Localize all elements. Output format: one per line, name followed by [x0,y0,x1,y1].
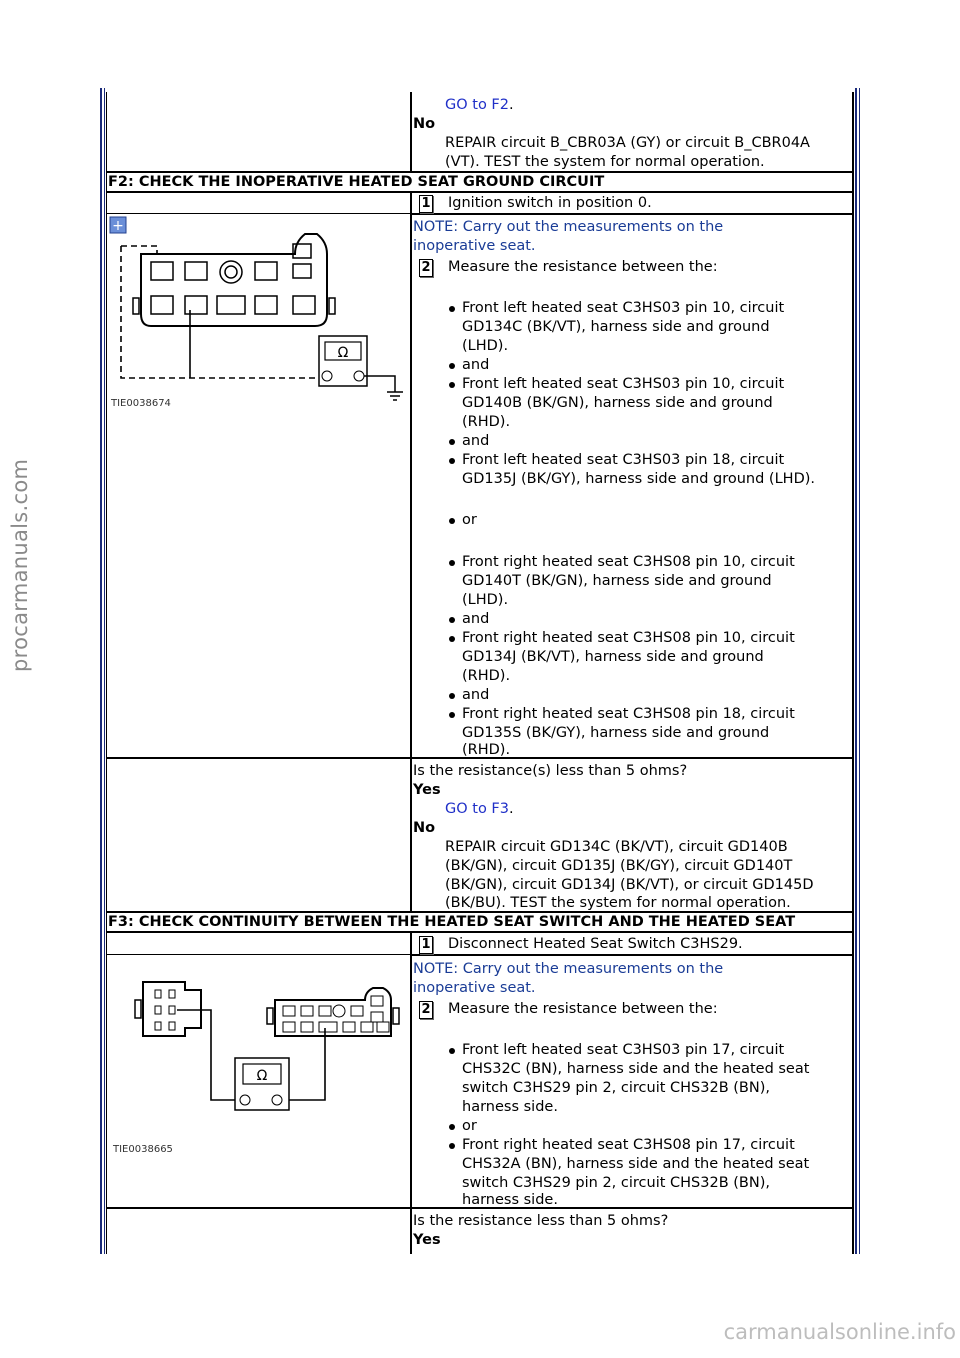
goto-f3-link[interactable]: GO to F3. [445,801,514,817]
yes-label: Yes [413,782,441,798]
bullet-dot [449,1124,455,1130]
bullet-line: (LHD). [462,338,509,354]
step-number-badge: 2 [419,259,433,277]
bullet-line: GD140T (BK/GN), harness side and ground [462,573,772,589]
repair-line: (BK/BU). TEST the system for normal operation. [445,895,791,911]
bullet-line: harness side. [462,1099,558,1115]
bullet-line: harness side. [462,1192,558,1208]
goto-f2-link[interactable]: GO to F2. [445,97,514,113]
bullet-dot [449,382,455,388]
bullet-line: or [462,1118,477,1134]
column-divider [410,92,412,172]
bullet-line: Front left heated seat C3HS03 pin 10, circuit [462,300,785,316]
question-text: Is the resistance(s) less than 5 ohms? [413,763,688,779]
bullet-line: Front left heated seat C3HS03 pin 10, circuit [462,376,785,392]
bullet-dot [449,693,455,699]
step-number-badge: 2 [419,1001,433,1019]
bullet-line: and [462,611,490,627]
bullet-line: Front left heated seat C3HS03 pin 18, circuit [462,452,785,468]
row-rule [410,213,854,215]
yes-label: Yes [413,1232,441,1248]
bullet-dot [449,1143,455,1149]
bullet-dot [449,560,455,566]
bullet-line: (RHD). [462,742,511,758]
seat-switch-continuity-diagram [107,956,409,1156]
repair-line: (BK/GN), circuit GD135J (BK/GY), circuit GD140T [445,858,793,874]
step-text: Measure the resistance between the: [448,1001,718,1017]
bullet-line: GD140B (BK/GN), harness side and ground [462,395,773,411]
step-text: Ignition switch in position 0. [448,195,652,211]
column-divider [410,932,412,1254]
table-right-border [852,92,854,1254]
repair-line: (VT). TEST the system for normal operation. [445,154,765,170]
bullet-line: Front left heated seat C3HS03 pin 17, circuit [462,1042,785,1058]
figure-label: TIE0038665 [113,1144,173,1155]
bullet-line: GD134C (BK/VT), harness side and ground [462,319,770,335]
note-text: inoperative seat. [413,980,536,996]
repair-line: REPAIR circuit GD134C (BK/VT), circuit GD140B [445,839,788,855]
bullet-line: Front right heated seat C3HS08 pin 10, circuit [462,554,795,570]
bullet-dot [449,458,455,464]
bullet-line: or [462,512,477,528]
bullet-line: CHS32A (BN), harness side and the heated seat [462,1156,810,1172]
step-number-badge: 1 [419,195,433,213]
ohm-symbol: Ω [256,1068,268,1084]
no-label: No [413,820,436,836]
ohmmeter [319,336,367,386]
side-watermark: procarmanuals.com [8,458,32,672]
page-right-rule-thin [859,88,860,1254]
column-divider [410,192,412,912]
page-left-rule-thin [104,88,105,1254]
bullet-line: GD135J (BK/GY), harness side and ground (LHD). [462,471,816,487]
bullet-line: (RHD). [462,668,511,684]
bullet-line: (LHD). [462,592,509,608]
f3-header: F3: CHECK CONTINUITY BETWEEN THE HEATED SEAT SWITCH AND THE HEATED SEAT [108,914,796,930]
step-number-badge: 1 [419,936,433,954]
heated-seat-ground-diagram [107,214,409,414]
bullet-line: switch C3HS29 pin 2, circuit CHS32B (BN), [462,1175,770,1191]
row-rule [410,954,854,956]
bullet-dot [449,1048,455,1054]
bullet-dot [449,363,455,369]
question-text: Is the resistance less than 5 ohms? [413,1213,669,1229]
row-rule [106,954,412,955]
page-right-rule [855,88,857,1254]
note-text: inoperative seat. [413,238,536,254]
no-label: No [413,116,436,132]
note-text: NOTE: Carry out the measurements on the [413,961,724,977]
bullet-dot [449,306,455,312]
bullet-line: and [462,687,490,703]
svg-text:+: + [112,218,124,234]
bullet-dot [449,518,455,524]
step-text: Disconnect Heated Seat Switch C3HS29. [448,936,743,952]
bullet-line: CHS32C (BN), harness side and the heated seat [462,1061,810,1077]
repair-line: (BK/GN), circuit GD134J (BK/VT), or circuit GD145D [445,877,814,893]
step-text: Measure the resistance between the: [448,259,718,275]
f2-header: F2: CHECK THE INOPERATIVE HEATED SEAT GROUND CIRCUIT [108,174,605,190]
bullet-line: Front right heated seat C3HS08 pin 17, circuit [462,1137,795,1153]
bullet-line: (RHD). [462,414,511,430]
bullet-line: switch C3HS29 pin 2, circuit CHS32B (BN), [462,1080,770,1096]
bullet-dot [449,712,455,718]
note-text: NOTE: Carry out the measurements on the [413,219,724,235]
bullet-line: and [462,357,490,373]
ohm-symbol: Ω [337,345,349,361]
bullet-dot [449,617,455,623]
figure-label: TIE0038674 [111,398,171,409]
bullet-line: Front right heated seat C3HS08 pin 10, circuit [462,630,795,646]
repair-line: REPAIR circuit B_CBR03A (GY) or circuit B_CBR04A [445,135,810,151]
bullet-line: GD134J (BK/VT), harness side and ground [462,649,764,665]
page-left-rule [100,88,102,1254]
bullet-line: Front right heated seat C3HS08 pin 18, circuit [462,706,795,722]
bullet-line: GD135S (BK/GY), harness side and ground [462,725,770,741]
bullet-line: and [462,433,490,449]
bottom-watermark: carmanualsonline.info [723,1320,956,1344]
bullet-dot [449,439,455,445]
bullet-dot [449,636,455,642]
